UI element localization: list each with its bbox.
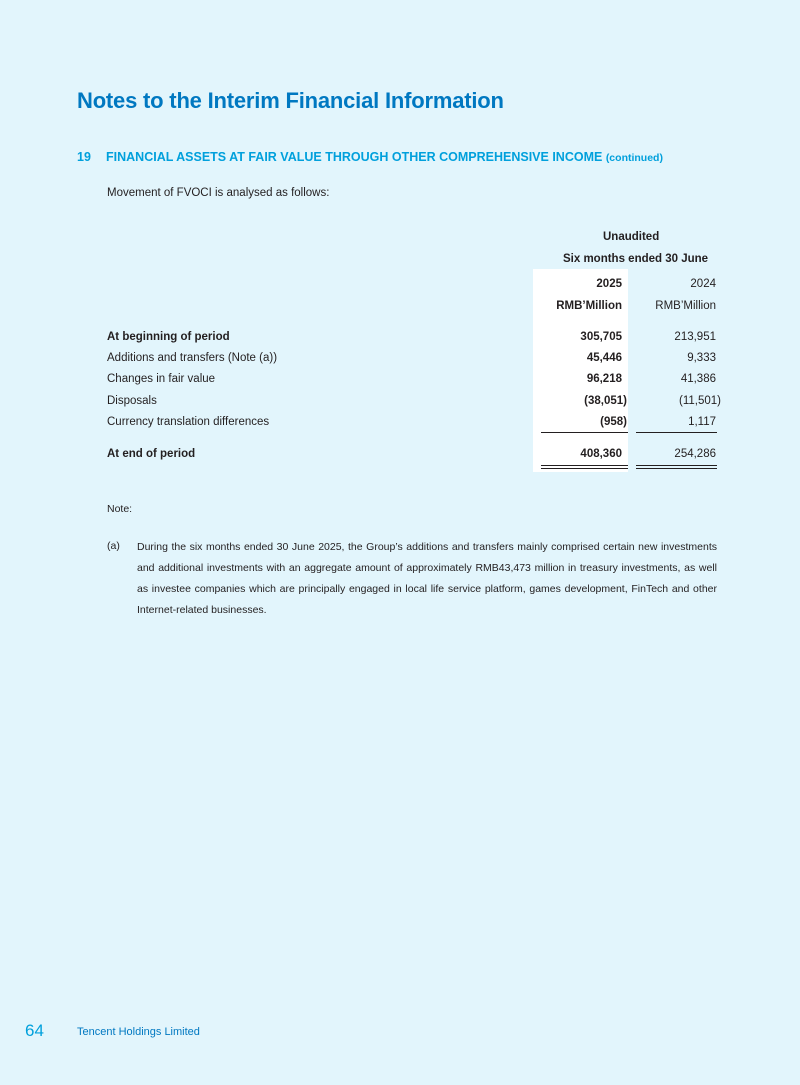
- unit-label-2024: RMB’Million: [655, 300, 716, 312]
- total-double-rule-top-2025: [541, 465, 628, 466]
- header-period: Six months ended 30 June: [563, 253, 709, 265]
- page-number: 64: [25, 1021, 44, 1040]
- row-label-end: At end of period: [107, 448, 196, 460]
- total-double-rule-top-2024: [636, 465, 717, 466]
- value-2025-currency-translation: (958): [600, 416, 627, 428]
- value-2024-disposals: (11,501): [679, 395, 721, 407]
- section-heading: [77, 150, 663, 164]
- unit-label-2025: RMB’Million: [556, 300, 622, 312]
- value-2024-currency-translation: 1,117: [688, 416, 716, 428]
- column-header-2025: 2025: [596, 278, 622, 290]
- value-2024-beginning: 213,951: [674, 331, 716, 343]
- value-2024-additions: 9,333: [687, 352, 716, 364]
- row-label-fair-value-changes: Changes in fair value: [107, 373, 216, 385]
- column-header-2024: 2024: [690, 278, 716, 290]
- header-unaudited: Unaudited: [603, 231, 660, 243]
- row-label-currency-translation: Currency translation differences: [107, 416, 270, 428]
- value-2025-beginning: 305,705: [580, 331, 622, 343]
- subtotal-rule-2024: [636, 432, 717, 433]
- value-2025-fair-value-changes: 96,218: [586, 373, 622, 385]
- section-number: 19: [77, 150, 91, 164]
- value-2025-additions: 45,446: [586, 352, 622, 364]
- value-2025-end: 408,360: [580, 448, 622, 460]
- value-2025-disposals: (38,051): [584, 395, 627, 407]
- total-double-rule-bottom-2024: [636, 468, 717, 469]
- note-marker: (a): [107, 540, 120, 552]
- intro-text: Movement of FVOCI is analysed as follows:: [107, 187, 330, 199]
- page-title: Notes to the Interim Financial Information: [77, 88, 504, 113]
- value-2024-fair-value-changes: 41,386: [680, 373, 716, 385]
- value-2024-end: 254,286: [674, 448, 716, 460]
- section-title: FINANCIAL ASSETS AT FAIR VALUE THROUGH OTHER COMPREHENSIVE INCOME: [106, 150, 603, 164]
- total-double-rule-bottom-2025: [541, 468, 628, 469]
- note-text: During the six months ended 30 June 2025, the Group’s additions and transfers mainly comprised certain new investments and additional investments with an aggregate amount of approximately RMB43,473 million in treasury investments, as well as investee companies which are principally engaged in local life service platform, games development, FinTech and other Internet-related businesses.: [137, 541, 717, 616]
- note-label: Note:: [107, 503, 133, 515]
- section-continued: (continued): [605, 152, 663, 164]
- row-label-additions: Additions and transfers (Note (a)): [107, 352, 278, 364]
- row-label-disposals: Disposals: [107, 395, 157, 407]
- footer-company-name: Tencent Holdings Limited: [77, 1026, 200, 1038]
- subtotal-rule-2025: [541, 432, 628, 433]
- row-label-beginning: At beginning of period: [107, 331, 230, 343]
